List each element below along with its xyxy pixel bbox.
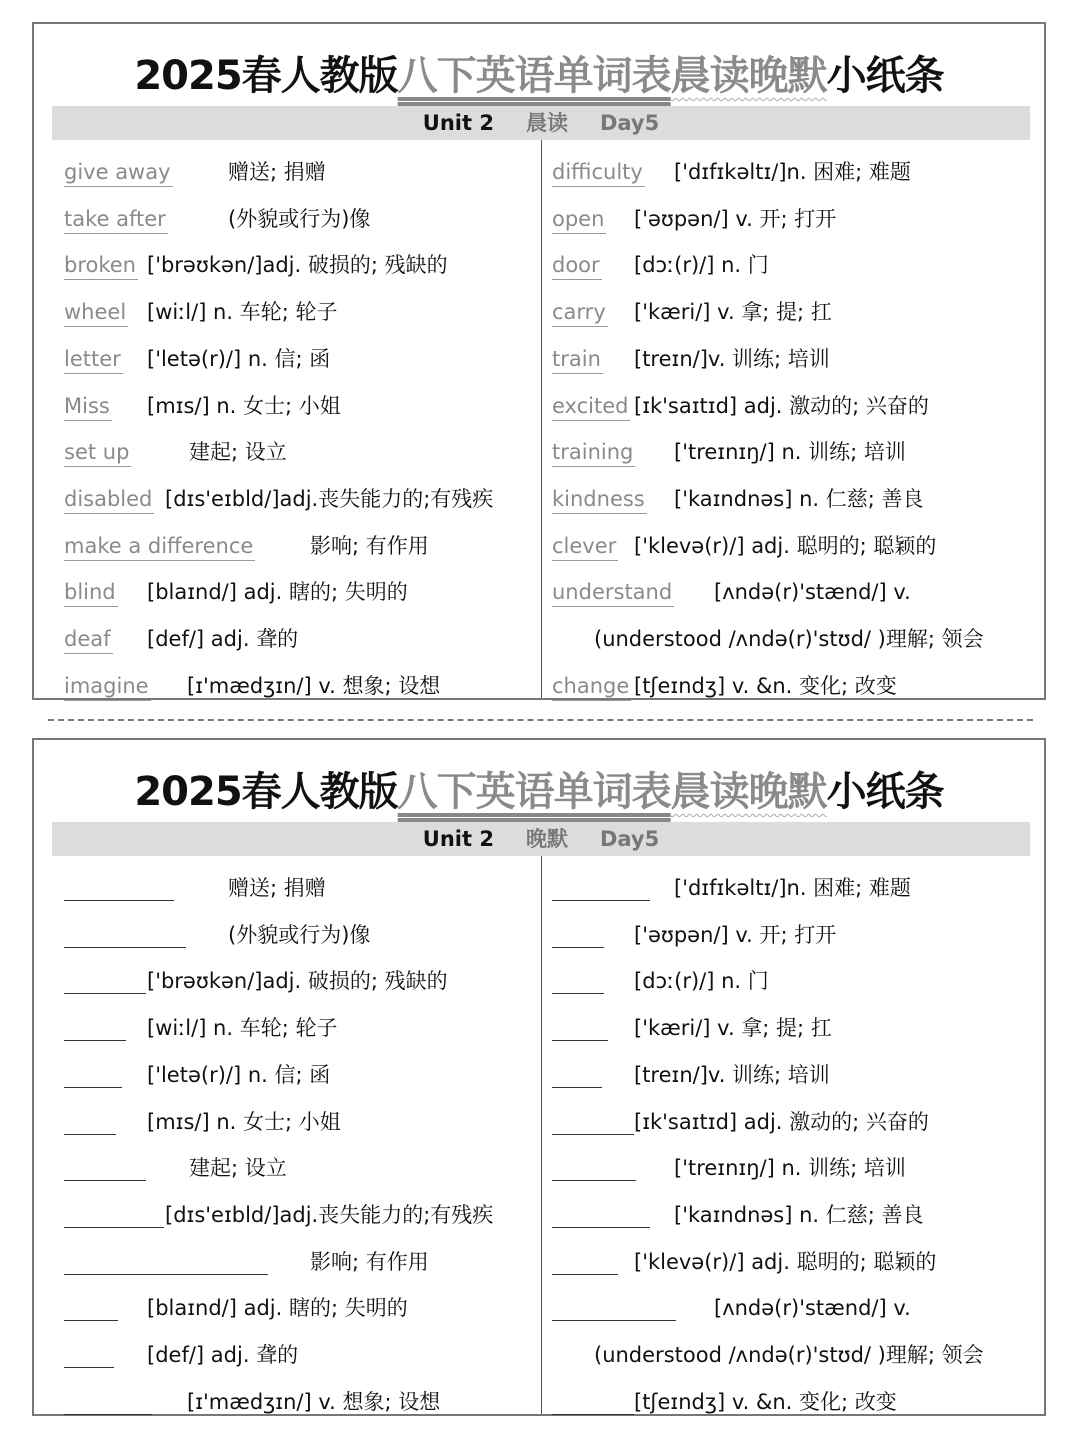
title-part3: 晨读晚默 xyxy=(670,53,827,99)
vocab-definition: [mɪs/] n. 女士; 小姐 xyxy=(147,393,341,418)
vocab-word: set up xyxy=(64,438,131,467)
title-part1: 2025春人教版 xyxy=(134,769,398,815)
answer-blank[interactable] xyxy=(64,1154,146,1181)
title-part1: 2025春人教版 xyxy=(134,53,398,99)
answer-blank[interactable] xyxy=(64,1341,114,1368)
answer-blank[interactable] xyxy=(552,1014,608,1041)
vocab-word: open xyxy=(552,205,606,234)
vocab-word: disabled xyxy=(64,485,154,514)
vocab-word: carry xyxy=(552,298,608,327)
title-part4: 小纸条 xyxy=(826,769,944,815)
vocab-definition: 影响; 有作用 xyxy=(310,533,429,558)
header-day: Day5 xyxy=(599,111,660,135)
vocab-definition: ['brəʊkən/]adj. 破损的; 残缺的 xyxy=(147,253,448,278)
answer-blank[interactable] xyxy=(64,1294,118,1321)
answer-blank[interactable] xyxy=(64,1108,116,1135)
evening-dictation-card xyxy=(32,738,1046,1416)
column-divider xyxy=(541,856,542,1414)
vocab-word: broken xyxy=(64,251,138,280)
vocab-definition: 建起; 设立 xyxy=(189,1156,287,1181)
answer-blank[interactable] xyxy=(552,1388,634,1415)
vocab-definition: ['kæri/] v. 拿; 提; 扛 xyxy=(634,300,832,325)
vocab-definition: 赠送; 捐赠 xyxy=(228,876,326,900)
vocab-definition: 影响; 有作用 xyxy=(310,1249,429,1274)
vocab-definition: [tʃeɪndʒ] v. &n. 变化; 改变 xyxy=(634,673,897,698)
header-unit: Unit 2 xyxy=(422,827,494,851)
vocab-definition: [dɔː(r)/] n. 门 xyxy=(634,253,769,278)
vocab-word: understand xyxy=(552,578,674,607)
answer-blank[interactable] xyxy=(552,967,604,994)
vocab-definition: ['kæri/] v. 拿; 提; 扛 xyxy=(634,1016,832,1041)
header-day: Day5 xyxy=(599,827,660,851)
vocab-definition: [ɪk'saɪtɪd] adj. 激动的; 兴奋的 xyxy=(634,393,929,418)
vocab-definition: [wiːl/] n. 车轮; 轮子 xyxy=(147,1016,338,1041)
vocab-definition: ['treɪnɪŋ/] n. 训练; 培训 xyxy=(674,1156,906,1181)
vocab-definition: [treɪn/]v. 训练; 培训 xyxy=(634,1062,830,1087)
vocab-definition: [mɪs/] n. 女士; 小姐 xyxy=(147,1109,341,1134)
vocab-definition: (外貌或行为)像 xyxy=(228,922,371,947)
vocab-definition: 建起; 设立 xyxy=(189,440,287,465)
vocab-word: clever xyxy=(552,532,618,561)
answer-blank[interactable] xyxy=(552,1248,618,1275)
answer-blank[interactable] xyxy=(64,921,186,948)
unit-header-bar xyxy=(52,822,1030,856)
title-part2: 八下英语单词表 xyxy=(397,53,671,99)
vocab-definition: ['letə(r)/] n. 信; 函 xyxy=(147,1062,331,1087)
vocab-definition: 赠送; 捐赠 xyxy=(228,160,326,184)
vocab-definition: [treɪn/]v. 训练; 培训 xyxy=(634,346,830,371)
vocab-word: training xyxy=(552,438,635,467)
header-mode: 晚默 xyxy=(525,827,568,851)
vocab-definition: (understood /ʌndə(r)'stʊd/ )理解; 领会 xyxy=(594,627,984,651)
vocab-definition: [dɪs'eɪbld/]adj.丧失能力的;有残疾 xyxy=(165,1202,494,1227)
answer-blank[interactable] xyxy=(552,1061,602,1088)
vocab-word: door xyxy=(552,251,602,280)
vocab-definition: ['kaɪndnəs] n. 仁慈; 善良 xyxy=(674,486,924,511)
column-divider xyxy=(541,140,542,698)
answer-blank[interactable] xyxy=(552,1201,650,1228)
vocab-definition: (外貌或行为)像 xyxy=(228,206,371,231)
title-part3: 晨读晚默 xyxy=(670,769,827,815)
vocab-word: blind xyxy=(64,578,118,607)
page-title xyxy=(34,44,1044,101)
vocab-definition: ['əʊpən/] v. 开; 打开 xyxy=(634,922,837,947)
vocab-definition: ['klevə(r)/] adj. 聪明的; 聪颖的 xyxy=(634,533,937,558)
vocab-definition: [ʌndə(r)'stænd/] v. xyxy=(714,1296,911,1321)
vocab-definition: ['klevə(r)/] adj. 聪明的; 聪颖的 xyxy=(634,1249,937,1274)
vocab-word: kindness xyxy=(552,485,647,514)
vocab-word: excited xyxy=(552,392,630,421)
vocab-definition: [def/] adj. 聋的 xyxy=(147,1343,299,1367)
unit-header-bar xyxy=(52,106,1030,140)
vocab-definition: ['treɪnɪŋ/] n. 训练; 培训 xyxy=(674,440,906,465)
vocab-word: letter xyxy=(64,345,123,374)
vocab-definition: (understood /ʌndə(r)'stʊd/ )理解; 领会 xyxy=(594,1343,984,1367)
answer-blank[interactable] xyxy=(552,874,650,901)
vocab-word: imagine xyxy=(64,672,151,701)
title-part2: 八下英语单词表 xyxy=(397,769,671,815)
vocab-definition: [ɪk'saɪtɪd] adj. 激动的; 兴奋的 xyxy=(634,1109,929,1134)
vocab-definition: ['dɪfɪkəltɪ/]n. 困难; 难题 xyxy=(674,160,911,184)
vocab-definition: [def/] adj. 聋的 xyxy=(147,627,299,651)
vocab-definition: ['brəʊkən/]adj. 破损的; 残缺的 xyxy=(147,969,448,994)
vocab-definition: ['kaɪndnəs] n. 仁慈; 善良 xyxy=(674,1202,924,1227)
answer-blank[interactable] xyxy=(64,1201,164,1228)
answer-blank[interactable] xyxy=(552,1154,636,1181)
vocab-word: give away xyxy=(64,158,173,187)
answer-blank[interactable] xyxy=(552,921,604,948)
cut-line-divider xyxy=(48,719,1033,721)
page-title xyxy=(34,760,1044,817)
vocab-word: change xyxy=(552,672,631,701)
vocab-word: wheel xyxy=(64,298,128,327)
vocab-definition: [ʌndə(r)'stænd/] v. xyxy=(714,580,911,605)
vocab-word: take after xyxy=(64,205,168,234)
answer-blank[interactable] xyxy=(64,874,174,901)
vocab-definition: [dɔː(r)/] n. 门 xyxy=(634,969,769,994)
vocab-definition: [tʃeɪndʒ] v. &n. 变化; 改变 xyxy=(634,1389,897,1414)
vocab-definition: [blaɪnd/] adj. 瞎的; 失明的 xyxy=(147,580,408,605)
vocab-word: difficulty xyxy=(552,158,645,187)
answer-blank[interactable] xyxy=(552,1108,634,1135)
vocab-definition: ['dɪfɪkəltɪ/]n. 困难; 难题 xyxy=(674,876,911,900)
header-mode: 晨读 xyxy=(525,111,568,135)
vocab-definition: ['əʊpən/] v. 开; 打开 xyxy=(634,206,837,231)
answer-blank[interactable] xyxy=(64,967,146,994)
title-part4: 小纸条 xyxy=(826,53,944,99)
answer-blank[interactable] xyxy=(552,1294,676,1321)
vocab-word: make a difference xyxy=(64,532,255,561)
vocab-word: Miss xyxy=(64,392,112,421)
vocab-word: deaf xyxy=(64,625,113,654)
answer-blank[interactable] xyxy=(64,1388,152,1415)
vocab-definition: ['letə(r)/] n. 信; 函 xyxy=(147,346,331,371)
answer-blank[interactable] xyxy=(64,1061,122,1088)
header-unit: Unit 2 xyxy=(422,111,494,135)
vocab-definition: [dɪs'eɪbld/]adj.丧失能力的;有残疾 xyxy=(165,486,494,511)
answer-blank[interactable] xyxy=(64,1014,126,1041)
answer-blank[interactable] xyxy=(64,1248,268,1275)
vocab-definition: [wiːl/] n. 车轮; 轮子 xyxy=(147,300,338,325)
vocab-definition: [blaɪnd/] adj. 瞎的; 失明的 xyxy=(147,1296,408,1321)
vocab-definition: [ɪ'mædʒɪn/] v. 想象; 设想 xyxy=(187,1389,441,1414)
vocab-definition: [ɪ'mædʒɪn/] v. 想象; 设想 xyxy=(187,673,441,698)
morning-reading-card xyxy=(32,22,1046,700)
vocab-word: train xyxy=(552,345,603,374)
